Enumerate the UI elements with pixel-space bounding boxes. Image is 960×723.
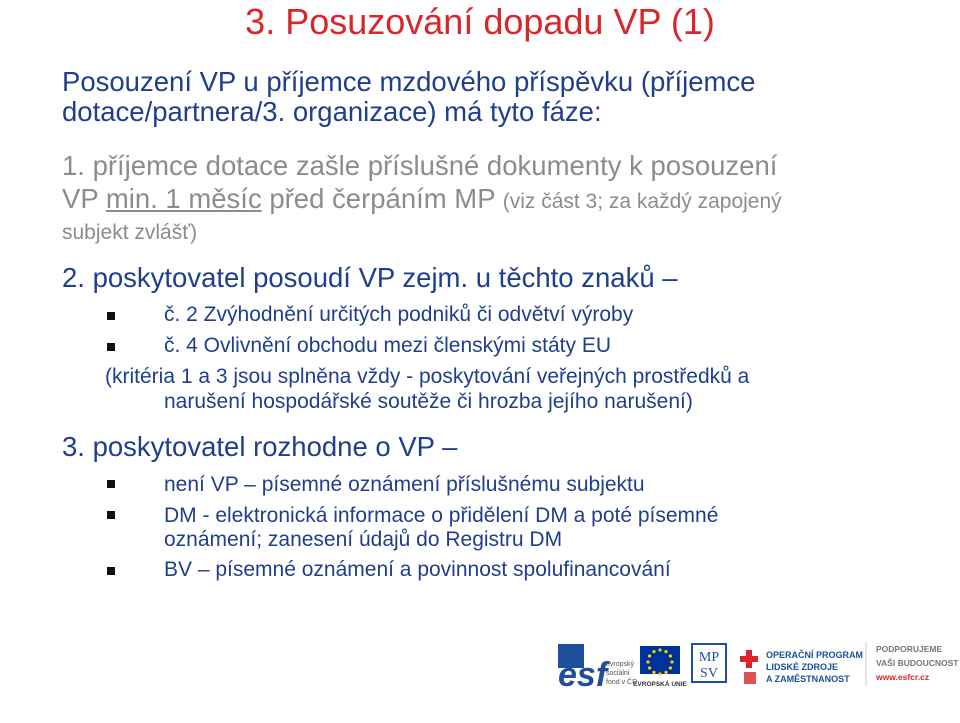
step1-before: před čerpáním MP — [261, 183, 503, 214]
step3-bullet-1: není VP – písemné oznámení příslušnému subjektu — [164, 473, 645, 496]
bullet-icon — [107, 343, 115, 351]
step2-bullet-2: č. 4 Ovlivnění obchodu mezi členskými státy EU — [164, 334, 612, 357]
esf-small-3: fond v ČR — [606, 679, 638, 686]
oplzz-line-1: OPERAČNÍ PROGRAM — [766, 650, 864, 660]
mpsv-top: MP — [698, 650, 720, 665]
oplzz-line-2: LIDSKÉ ZDROJE — [766, 662, 839, 672]
step2-heading: 2. poskytovatel posoudí VP zejm. u těchto znaků – — [62, 262, 678, 293]
bullet-icon — [107, 511, 115, 519]
esf-small-2: sociální — [606, 670, 630, 677]
intro-line-1: Posouzení VP u příjemce mzdového příspěvku (příjemce — [62, 66, 756, 97]
esf-logo — [558, 644, 637, 694]
step3-heading: 3. poskytovatel rozhodne o VP – — [62, 431, 458, 462]
tagline — [875, 644, 959, 682]
bullet-icon — [107, 312, 115, 320]
step1-deadline: min. 1 měsíc — [105, 183, 262, 214]
step1-line-1: 1. příjemce dotace zašle příslušné dokumenty k posouzení — [62, 150, 778, 181]
step2-bullet-1: č. 2 Zvýhodnění určitých podniků či odvětví výroby — [164, 303, 634, 326]
step3-bullet-2: DM - elektronická informace o přidělení DM a poté písemné — [164, 504, 719, 527]
bullet-icon — [107, 567, 115, 575]
step1-note: (viz část 3; za každý zapojený — [502, 190, 782, 213]
step3-bullet-2-continued: oznámení; zanesení údajů do Registru DM — [164, 528, 563, 551]
step1-vp: VP — [62, 183, 106, 214]
sponsor-logos — [552, 636, 960, 723]
slide-title: 3. Posuzování dopadu VP (1) — [245, 1, 715, 42]
mpsv-bottom: SV — [700, 666, 718, 681]
intro-line-2: dotace/partnera/3. organizace) má tyto fáze: — [62, 96, 602, 127]
eu-flag-icon — [633, 646, 687, 688]
eu-label: EVROPSKÁ UNIE — [633, 681, 687, 688]
tagline-url: www.esfcr.cz — [876, 672, 930, 682]
step3-bullet-3: BV – písemné oznámení a povinnost spolufinancování — [164, 558, 671, 581]
oplzz-line-3: A ZAMĚSTNANOST — [766, 674, 850, 684]
esf-small-1: evropský — [606, 661, 635, 668]
svg-text:esf: esf — [558, 656, 608, 694]
tagline-2: VAŠI BUDOUCNOST — [876, 658, 959, 668]
step2-note-1: (kritéria 1 a 3 jsou splněna vždy - poskytování veřejných prostředků a — [105, 365, 750, 388]
step2-note-2: narušení hospodářské soutěže či hrozba jejího narušení) — [164, 390, 693, 413]
step1-line-3: subjekt zvlášť) — [62, 221, 198, 244]
tagline-1: PODPORUJEME — [876, 644, 943, 654]
bullet-icon — [107, 480, 115, 488]
step1-line-2 — [62, 183, 782, 215]
oplzz-logo — [740, 649, 863, 684]
mpsv-logo — [692, 644, 726, 682]
